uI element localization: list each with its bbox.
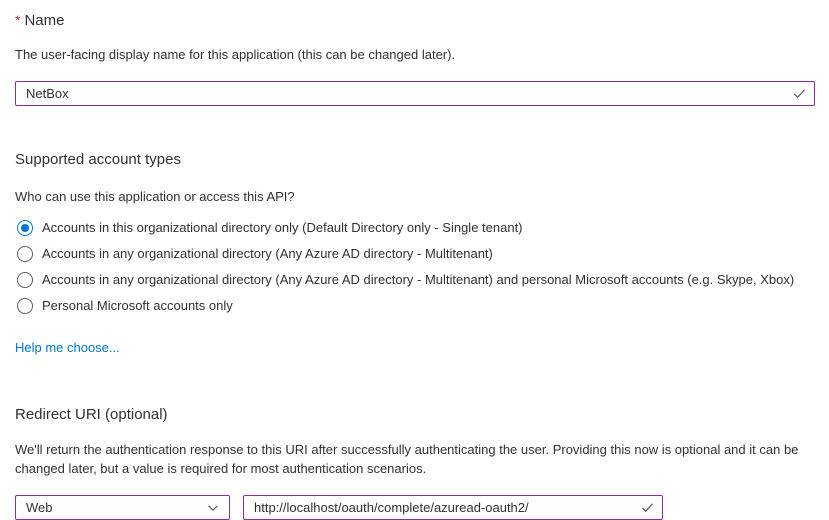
radio-dot (21, 276, 29, 284)
chevron-down-icon (205, 500, 221, 516)
name-section (15, 10, 815, 106)
radio-button-icon[interactable] (17, 272, 33, 288)
required-asterisk: * (15, 12, 21, 28)
radio-button-icon[interactable] (17, 298, 33, 314)
radio-dot (21, 224, 29, 232)
radio-button-icon[interactable] (17, 246, 33, 262)
redirect-uri-title: Redirect URI (optional) (15, 406, 168, 423)
name-field-container (15, 81, 815, 106)
radio-option-label: Accounts in this organizational directory only (Default Directory only - Single tenant) (42, 220, 523, 235)
platform-select[interactable] (15, 495, 230, 520)
redirect-uri-field-container (243, 495, 663, 520)
radio-option-multitenant[interactable] (15, 241, 815, 267)
supported-account-types-title: Supported account types (15, 151, 181, 168)
radio-option-label: Accounts in any organizational directory (Any Azure AD directory - Multitenant) (42, 246, 493, 261)
name-description: The user-facing display name for this application (this can be changed later). (15, 47, 456, 62)
radio-button-icon[interactable] (17, 220, 33, 236)
redirect-uri-description: We'll return the authentication response to this URI after successfully authenticating the user. Providing this now is optional and it can be changed later, but a value is required for most authentication scenarios. (15, 442, 799, 476)
redirect-uri-controls (15, 495, 815, 520)
redirect-uri-input[interactable] (243, 495, 663, 520)
name-input[interactable] (15, 81, 815, 106)
redirect-uri-section (15, 405, 815, 520)
radio-option-personal-only[interactable] (15, 293, 815, 319)
account-types-question: Who can use this application or access this API? (15, 189, 295, 204)
radio-option-label: Accounts in any organizational directory (Any Azure AD directory - Multitenant) and personal Microsoft accounts (e.g. Skype, Xbox) (42, 272, 795, 287)
radio-dot (21, 250, 29, 258)
radio-option-label: Personal Microsoft accounts only (42, 298, 233, 313)
supported-account-types-section (15, 150, 815, 357)
name-label: Name (24, 12, 65, 29)
radio-dot (21, 302, 29, 310)
help-me-choose-link[interactable]: Help me choose... (15, 340, 120, 355)
platform-select-value: Web (26, 500, 53, 515)
name-section-title (15, 10, 815, 31)
radio-option-multitenant-personal[interactable] (15, 267, 815, 293)
radio-option-single-tenant[interactable] (15, 215, 815, 241)
